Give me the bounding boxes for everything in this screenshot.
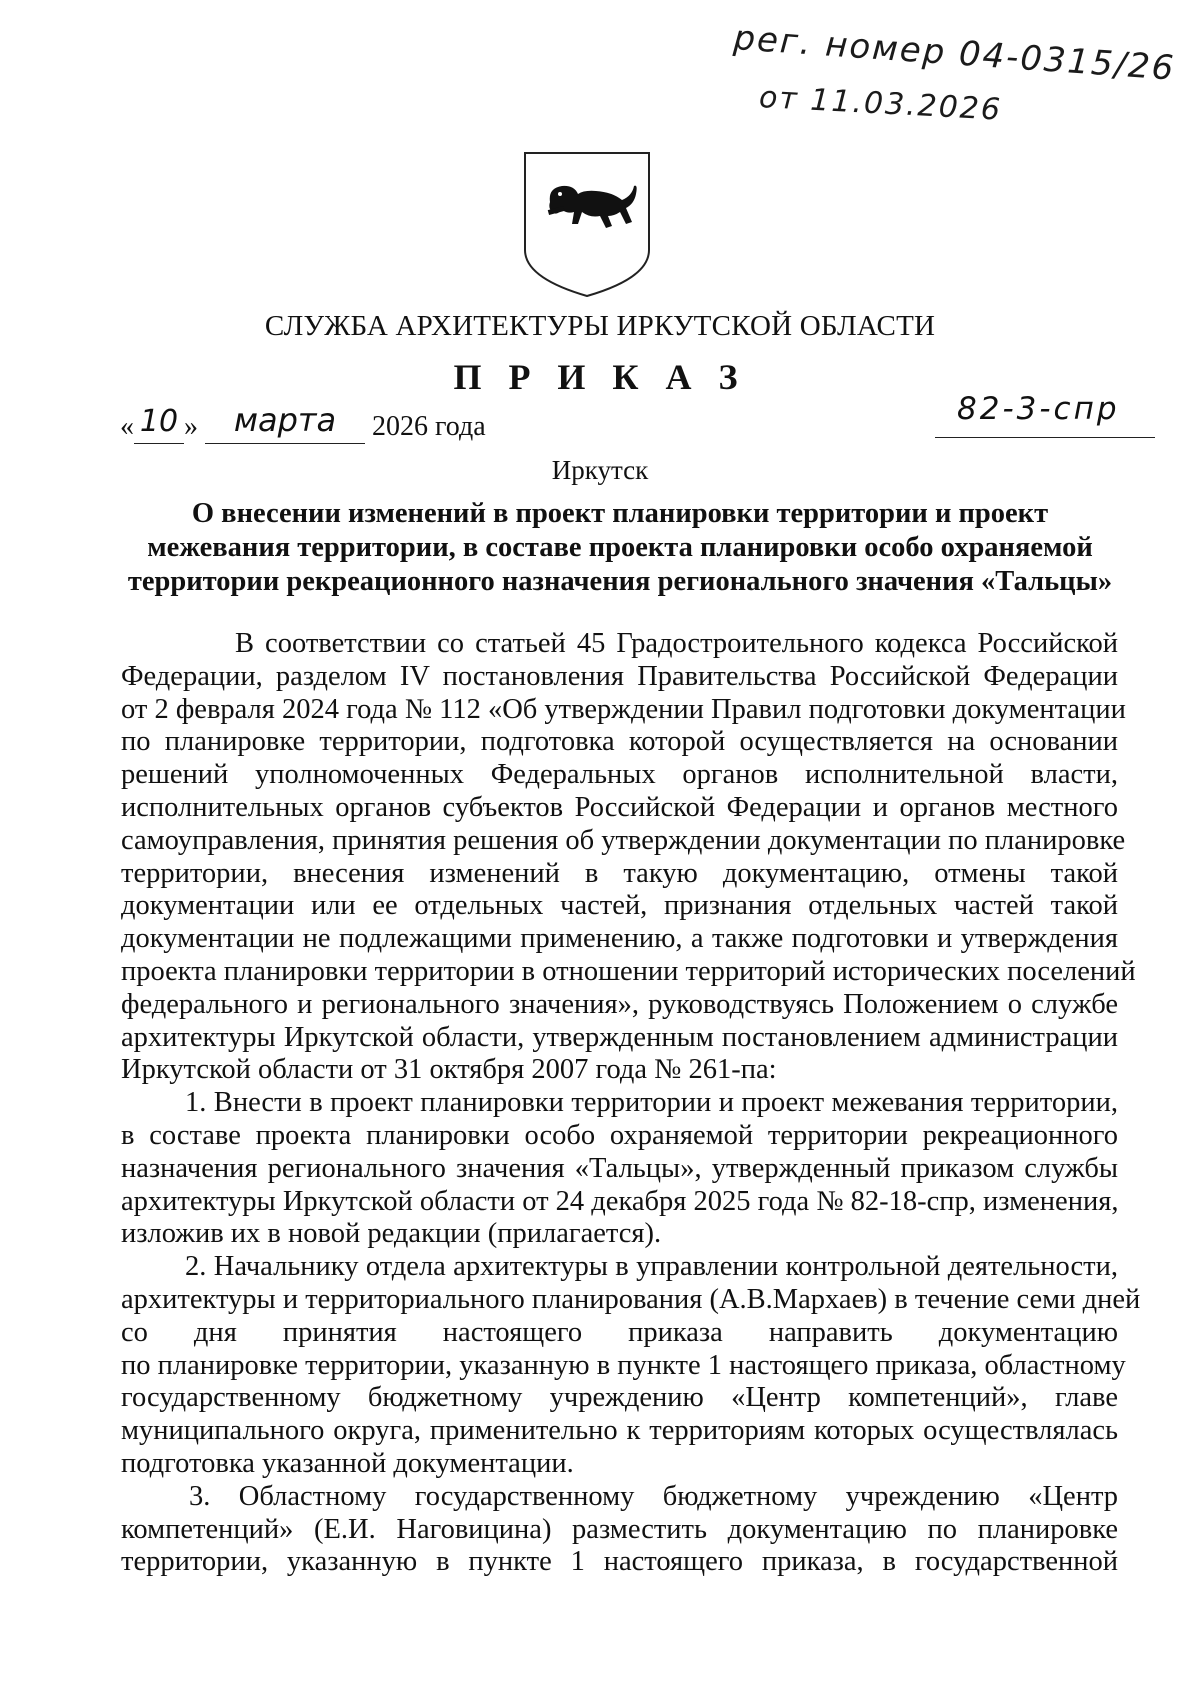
- body-line: от 2 февраля 2024 года № 112 «Об утверждении Правил подготовки документации: [121, 693, 1126, 725]
- item-2-line: архитектуры и территориального планирования (А.В.Мархаев) в течение семи дней: [121, 1283, 1141, 1315]
- date-year: 2026 года: [372, 411, 486, 442]
- item-1-line: назначения регионального значения «Тальцы», утвержденный приказом службы: [121, 1152, 1118, 1184]
- body-line: проекта планировки территории в отношении территорий исторических поселений: [121, 955, 1136, 987]
- body-line: В соответствии со статьей 45 Градостроительного кодекса Российской: [235, 628, 1118, 659]
- item-3-line: территории, указанную в пункте 1 настоящего приказа, в государственной: [121, 1546, 1118, 1578]
- item-1-line: архитектуры Иркутской области от 24 декабря 2025 года № 82-18-спр, изменения,: [121, 1185, 1119, 1217]
- item-1-line: 1. Внести в проект планировки территории и проект межевания территории,: [185, 1087, 1118, 1119]
- body-line: территории, внесения изменений в такую документацию, отмены такой: [121, 857, 1118, 889]
- city-name: Иркутск: [551, 455, 649, 485]
- item-2-line: муниципального округа, применительно к территориям которых осуществлялась: [121, 1415, 1118, 1447]
- body-line: документации или ее отдельных частей, признания отдельных частей такой: [121, 890, 1118, 922]
- item-3-line: компетенций» (Е.И. Наговицина) разместить документацию по планировке: [121, 1513, 1118, 1545]
- organization-name: СЛУЖБА АРХИТЕКТУРЫ ИРКУТСКОЙ ОБЛАСТИ: [264, 310, 936, 342]
- body-line: решений уполномоченных Федеральных органов исполнительной власти,: [121, 759, 1118, 791]
- item-2-line: подготовка указанной документации.: [121, 1447, 574, 1479]
- order-subject: [120, 497, 1120, 599]
- coat-of-arms-emblem: [522, 150, 652, 298]
- item-2-line: по планировке территории, указанную в пункте 1 настоящего приказа, областному: [121, 1349, 1126, 1381]
- body-line: самоуправления, принятия решения об утверждении документации по планировке: [121, 824, 1126, 856]
- body-line: исполнительных органов субъектов Российской Федерации и органов местного: [121, 791, 1118, 823]
- order-body: [121, 628, 1141, 1579]
- body-line: архитектуры Иркутской области, утвержденным постановлением администрации: [121, 1021, 1118, 1053]
- item-2-line: государственному бюджетному учреждению «Центр компетенций», главе: [121, 1382, 1118, 1414]
- body-line: Иркутской области от 31 октября 2007 года № 261-па:: [121, 1054, 777, 1086]
- item-3-line: 3. Областному государственному бюджетному учреждению «Центр: [189, 1480, 1118, 1512]
- item-1-line: в составе проекта планировки особо охраняемой территории рекреационного: [121, 1119, 1118, 1151]
- handwritten-registration-number: рег. номер 04-0315/26: [732, 18, 1177, 89]
- body-line: по планировке территории, подготовка которой осуществляется на основании: [121, 726, 1118, 758]
- body-line: документации не подлежащими применению, а также подготовки и утверждения: [121, 923, 1118, 955]
- body-line: Федерации, разделом IV постановления Правительства Российской Федерации: [121, 660, 1118, 692]
- subject-line: О внесении изменений в проект планировки территории и проект: [191, 498, 1049, 529]
- order-number-field: 82-3-спр: [935, 405, 1155, 438]
- handwritten-registration-date: от 11.03.2026: [758, 80, 1003, 128]
- item-2-line: 2. Начальнику отдела архитектуры в управлении контрольной деятельности,: [185, 1251, 1118, 1283]
- date-month-field: марта: [205, 405, 365, 444]
- document-title: П Р И К А З: [453, 357, 747, 397]
- subject-line: территории рекреационного назначения регионального значения «Тальцы»: [127, 566, 1113, 597]
- item-1-line: изложив их в новой редакции (прилагается).: [121, 1218, 662, 1250]
- date-day-field: 10: [134, 408, 184, 444]
- item-2-line: со дня принятия настоящего приказа направить документацию: [121, 1316, 1118, 1348]
- subject-line: межевания территории, в составе проекта планировки особо охраняемой: [147, 532, 1093, 563]
- order-date: « 10 » марта 2026 года: [120, 401, 486, 442]
- body-line: федерального и регионального значения», руководствуясь Положением о службе: [121, 988, 1118, 1020]
